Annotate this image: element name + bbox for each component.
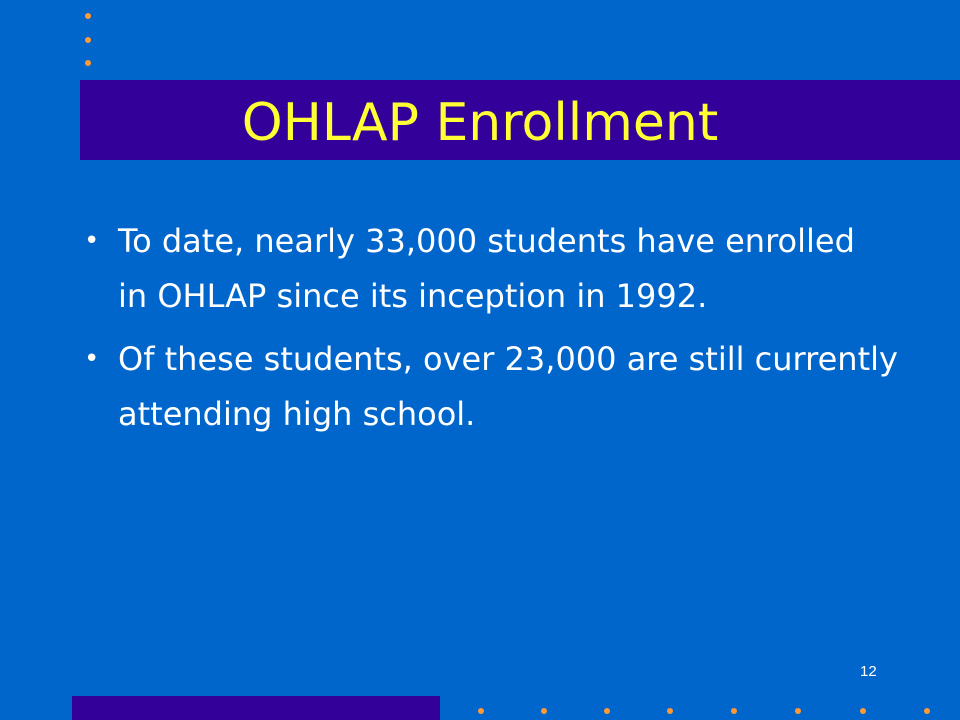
decorative-dot <box>478 708 484 714</box>
decorative-dot <box>85 60 91 66</box>
slide-title: OHLAP Enrollment <box>241 93 719 153</box>
decorative-dot <box>924 708 930 714</box>
bullet-text: To date, nearly 33,000 students have enrolled in OHLAP since its inception in 1992. <box>118 222 855 315</box>
decorative-dot <box>667 708 673 714</box>
decorative-dot <box>795 708 801 714</box>
bullet-icon: • <box>84 226 100 256</box>
bullet-list <box>84 214 898 450</box>
decorative-dot <box>541 708 547 714</box>
decorative-dot <box>85 13 91 19</box>
decorative-dot <box>85 37 91 43</box>
decorative-dot <box>860 708 866 714</box>
bullet-item <box>84 332 898 442</box>
decorative-dot <box>604 708 610 714</box>
bullet-icon: • <box>84 344 100 374</box>
page-number: 12 <box>860 663 877 680</box>
bullet-text: Of these students, over 23,000 are still currently attending high school. <box>118 340 898 433</box>
decorative-dot <box>731 708 737 714</box>
footer-bar <box>72 696 440 720</box>
bullet-item <box>84 214 878 324</box>
